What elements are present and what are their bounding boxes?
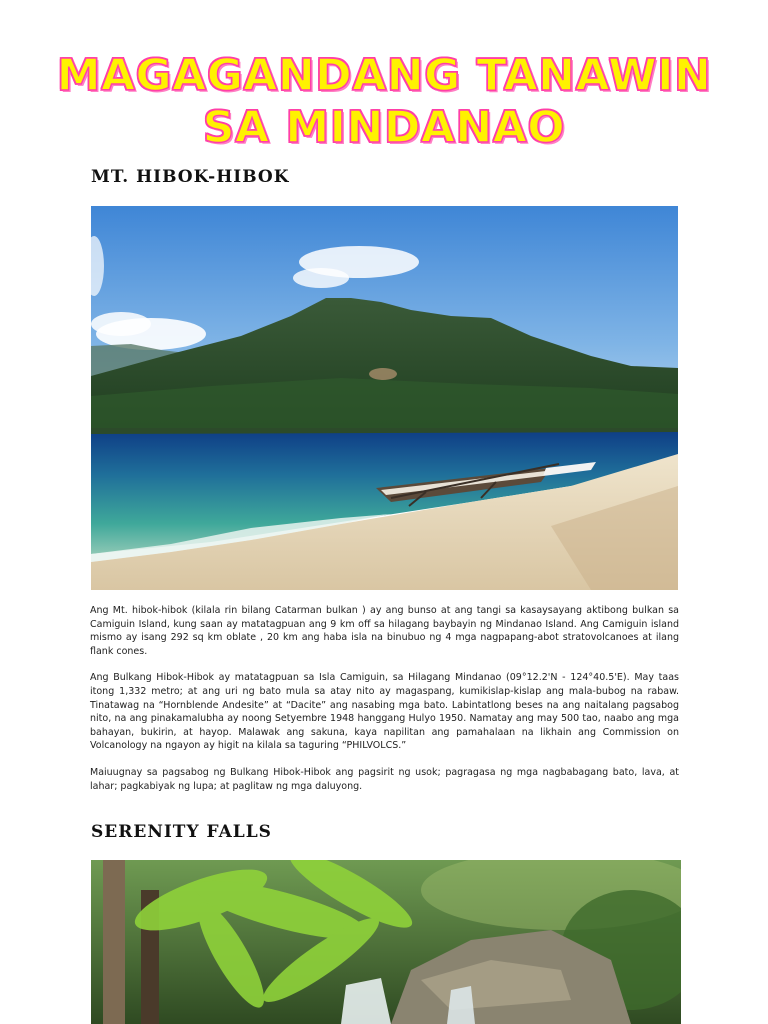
section-heading-serenity-falls: SERENITY FALLS — [91, 822, 272, 842]
paragraph: Ang Bulkang Hibok-Hibok ay matatagpuan sa Isla Camiguin, sa Hilagang Mindanao (09°12.2'N - 124°40.5'E). May taas itong 1,332 metro; at ang uri ng bato mula sa atay nito ay magaspang, kumikislap-kislap ang mala-bubog na rabaw. Tinatawag na “Hornblende Andesite” at “Dacite” ang nasabing mga bato. Labintatlong beses na ang naitalang pagsabog nito, na ang pinakamalubha ay noong Setyembre 1948 hanggang Hulyo 1950. Namatay ang may 500 tao, naabo ang mga bahayan, bukirin, at hayop. Malawak ang sakuna, kaya napilitan ang pamahalaan na likhain ang Commission on Volcanology na ngayon ay higit na kilala sa taguring “PHILVOLCS.” — [90, 672, 679, 752]
page-title-line-2: SA MINDANAO — [202, 102, 566, 153]
mt-hibok-hibok-description — [90, 604, 679, 793]
paragraph: Ang Mt. hibok-hibok (kilala rin bilang Catarman bulkan ) ay ang bunso at ang tangi sa kasaysayang aktibong bulkan sa Camiguin Island, kung saan ay matatagpuan ang 9 km off sa hilagang baybayin ng Mindanao Island. Ang Camiguin island mismo ay isang 292 sq km oblate , 20 km ang haba isla na binubuo ng 4 mga nagpapang-abot stratovolcanoes at ilang flank cones. — [90, 605, 679, 657]
page-title-line-1: MAGAGANDANG TANAWIN — [56, 50, 712, 101]
section-heading-mt-hibok-hibok: MT. HIBOK-HIBOK — [91, 167, 290, 187]
serenity-falls-photo — [91, 860, 681, 1024]
paragraph: Maiuugnay sa pagsabog ng Bulkang Hibok-Hibok ang pagsirit ng usok; pagragasa ng mga nagbabagang bato, lava, at lahar; pagkabiyak ng lupa; at paglitaw ng mga daluyong. — [90, 766, 679, 792]
page-title — [0, 50, 768, 154]
mt-hibok-hibok-photo — [91, 206, 678, 590]
